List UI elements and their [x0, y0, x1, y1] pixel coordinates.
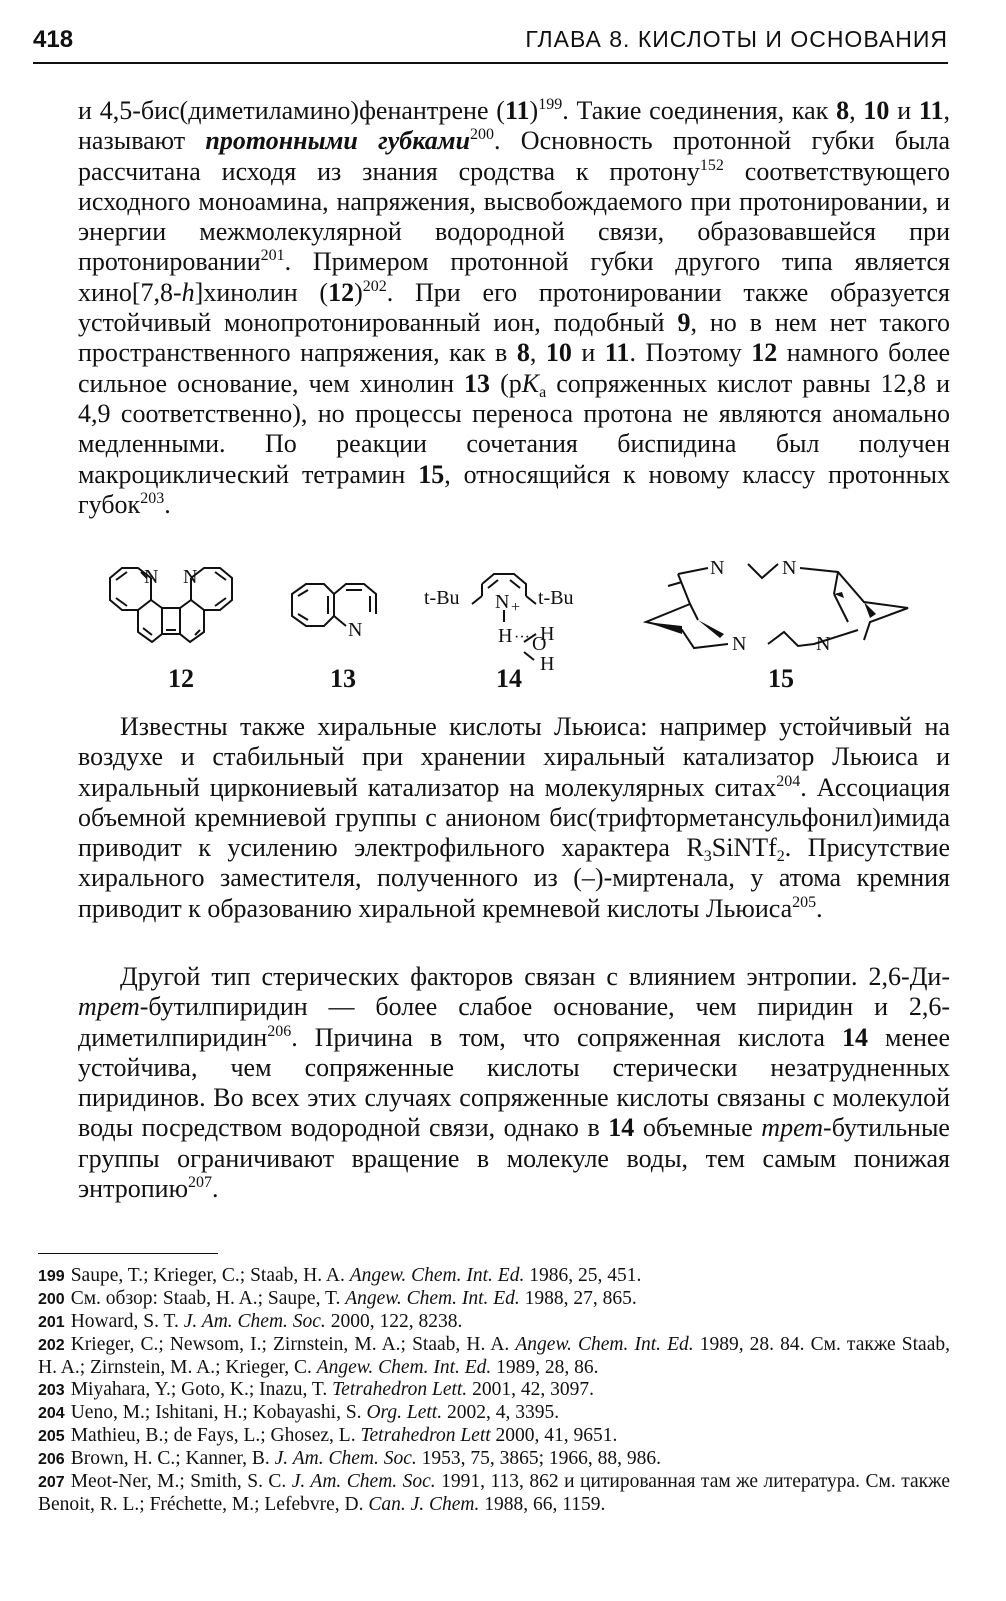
journal-name: Tetrahedron Lett	[360, 1425, 491, 1446]
nitrogen-label: N	[732, 633, 747, 655]
nitrogen-label: N	[144, 566, 159, 588]
tert-butyl-label: t-Bu	[538, 587, 574, 609]
hydrogen-label: H	[540, 623, 555, 645]
italic-term: трет	[78, 992, 140, 1022]
text-run: SiNTf	[711, 833, 777, 863]
text-run: .	[164, 489, 171, 519]
text-run: -бутилпиридин — более слабое основание, чем пиридин и 2,6-диметилпиридин	[78, 992, 950, 1052]
text-run: ,	[849, 96, 864, 125]
text-run: , относящийся к новому классу протонных губок	[78, 459, 950, 519]
footnote	[38, 1379, 950, 1402]
footnote-text: См. обзор: Staab, H. A.; Saupe, T.	[70, 1288, 346, 1309]
text-run: (p	[490, 368, 522, 398]
footnote-text: Brown, H. C.; Kanner, B.	[70, 1448, 275, 1469]
structure-12	[96, 556, 256, 666]
italic-letter: K	[521, 368, 540, 398]
text-run: ]хинолин (	[194, 277, 329, 307]
footnote-number: 200	[38, 1291, 65, 1308]
compound-ref: 14	[608, 1113, 635, 1143]
footnote-text: 1953, 75, 3865; 1966, 88, 986.	[416, 1448, 662, 1469]
charge-label: +	[511, 599, 521, 616]
footnote-text: Mathieu, B.; de Fays, L.; Ghosez, L.	[70, 1425, 361, 1446]
text-run: и	[571, 338, 605, 368]
journal-name: Can. J. Chem.	[368, 1494, 480, 1515]
structure-label-14: 14	[496, 664, 522, 693]
chapter-title: ГЛАВА 8. КИСЛОТЫ И ОСНОВАНИЯ	[525, 26, 948, 52]
citation-ref: 200	[470, 126, 495, 144]
text-run: . Основность протонной губки была рассчитана исходя из знания сродства к протону	[78, 126, 950, 186]
compound-ref: 12	[328, 277, 355, 307]
text-run: Известны также хиральные кислоты Льюиса: например устойчивый на воздухе и стабильный при хранении хиральный катализатор Льюиса и хиральный циркониевый катализатор на молекулярных ситах	[78, 712, 950, 802]
journal-name: J. Am. Chem. Soc.	[274, 1448, 417, 1469]
text-run: сопряженных кислот равны 12,8 и 4,9 соответственно), но процессы переноса протона не являются аномально медленными. По реакции сочетания биспидина был получен макроциклический тетрамин	[78, 368, 950, 489]
footnote	[38, 1471, 950, 1516]
paragraph-2	[78, 712, 950, 924]
journal-name: J. Am. Chem. Soc.	[291, 1471, 436, 1492]
text-run: и	[889, 96, 919, 125]
compound-ref: 11	[918, 96, 944, 125]
structure-15	[638, 552, 918, 662]
compound-ref: 10	[545, 338, 572, 368]
footnote-number: 207	[38, 1474, 65, 1491]
italic-letter: h	[181, 277, 195, 307]
citation-ref: 199	[538, 96, 563, 113]
journal-name: Angew. Chem. Int. Ed.	[345, 1288, 520, 1309]
footnote-text: 1988, 27, 865.	[519, 1288, 637, 1309]
compound-ref: 8	[516, 338, 530, 368]
oxygen-label: O	[532, 633, 547, 655]
citation-ref: 205	[792, 893, 817, 911]
footnote	[38, 1425, 950, 1448]
compound-ref: 14	[841, 1022, 868, 1052]
compound-ref: 13	[464, 368, 491, 398]
text-run: . Присутствие хирального заместителя, полученного из (–)-миртенала, у атома кремния приводит к образованию хиральной кремневой кислоты Льюиса	[78, 833, 951, 923]
structure-label-15: 15	[768, 664, 794, 693]
citation-ref: 204	[776, 772, 801, 790]
text-run: Другой тип стерических факторов связан с влиянием энтропии. 2,6-Ди-	[120, 962, 950, 991]
text-run: . При его протонировании также образуется устойчивый монопротонированный ион, подобный	[78, 277, 950, 338]
journal-name: J. Am. Chem. Soc.	[183, 1311, 326, 1332]
text-run: и 4,5-бис(диметиламино)фенантрене (	[78, 96, 505, 125]
footnote-number: 206	[38, 1451, 65, 1468]
footnote-text: 1989, 28. 84. См. также Staab, H. A.; Zirnstein, M. A.; Krieger, C.	[38, 1334, 950, 1378]
text-run: намного более сильное основание, чем хинолин	[78, 338, 951, 398]
footnote-text: Krieger, C.; Newsom, I.; Zirnstein, M. A.; Staab, H. A.	[70, 1334, 516, 1355]
footnote	[38, 1334, 950, 1379]
text-run: -бутильные группы ограничивают вращение в молекуле воды, тем самым понижая энтропию	[78, 1113, 950, 1204]
compound-ref: 11	[504, 96, 530, 125]
footnote-text: 2000, 41, 9651.	[490, 1425, 618, 1446]
journal-name: Tetrahedron Lett.	[332, 1379, 468, 1400]
structure-14	[418, 546, 608, 676]
nitrogen-label: N	[348, 619, 363, 641]
text-run: .	[816, 893, 823, 923]
text-run: ,	[529, 338, 546, 368]
compound-ref: 11	[604, 338, 630, 368]
footnote-number: 204	[38, 1405, 65, 1422]
footnote	[38, 1265, 950, 1288]
footnote-text: 1988, 66, 1159.	[479, 1494, 606, 1515]
footnote-rule	[38, 1253, 218, 1254]
compound-ref: 9	[677, 308, 691, 338]
subscript: 3	[703, 848, 712, 866]
footnote-number: 203	[38, 1382, 65, 1399]
hydrogen-label: H	[540, 653, 555, 675]
footnote	[38, 1448, 950, 1471]
citation-ref: 201	[260, 247, 285, 265]
header-rule	[33, 62, 948, 64]
footnotes	[38, 1265, 950, 1516]
hbond-dots: ···	[514, 629, 530, 646]
text-run: . Поэтому	[629, 338, 752, 368]
italic-term: трет	[761, 1113, 824, 1143]
footnote-text: Ueno, M.; Ishitani, H.; Kobayashi, S.	[70, 1402, 367, 1423]
subscript: a	[539, 383, 547, 401]
footnote	[38, 1288, 950, 1311]
journal-name: Angew. Chem. Int. Ed.	[349, 1265, 525, 1286]
nitrogen-label: N	[710, 557, 725, 579]
footnote-number: 202	[38, 1337, 65, 1354]
footnote-text: 2001, 42, 3097.	[467, 1379, 594, 1400]
footnote-text: Saupe, T.; Krieger, C.; Staab, H. A.	[70, 1265, 350, 1286]
text-run: , но в нем нет такого пространственного напряжения, как в	[78, 308, 950, 368]
compound-ref: 8	[836, 96, 850, 125]
text-run: соответствующего исходного моноамина, напряжения, высвобождаемого при протонировании, и энергии межмолекулярной водородной связи, образовавшейся при протонировании	[78, 156, 950, 277]
footnote-text: Miyahara, Y.; Goto, K.; Inazu, T.	[70, 1379, 333, 1400]
text-run: , называют	[78, 96, 950, 156]
footnote-text: 2000, 122, 8238.	[325, 1311, 463, 1332]
citation-ref: 202	[362, 277, 387, 295]
text-run: . Примером протонной губки другого типа является хино[7,8-	[78, 247, 950, 307]
journal-name: Angew. Chem. Int. Ed.	[515, 1334, 694, 1355]
compound-ref: 10	[863, 96, 890, 125]
journal-name: Org. Lett.	[366, 1402, 443, 1423]
nitrogen-label: N	[495, 591, 510, 613]
citation-ref: 203	[140, 489, 165, 507]
text-run: )	[354, 277, 363, 307]
citation-ref: 206	[267, 1022, 292, 1040]
text-run: . Причина в том, что сопряженная кислота	[291, 1022, 842, 1052]
nitrogen-label: N	[816, 633, 831, 655]
footnote-text: 1989, 28, 86.	[491, 1357, 599, 1378]
compound-ref: 15	[418, 459, 445, 489]
text-run: . Такие соединения, как	[562, 96, 837, 125]
footnote-text: 1986, 25, 451.	[524, 1265, 642, 1286]
text-run: .	[212, 1174, 219, 1204]
footnote-number: 199	[38, 1268, 65, 1285]
tert-butyl-label: t-Bu	[424, 587, 460, 609]
footnote-number: 201	[38, 1314, 65, 1331]
term-emphasis: протонными губками	[205, 126, 471, 156]
text-run: менее устойчива, чем сопряженные кислоты стерически незатрудненных пиридинов. Во всех этих случаях сопряженные кислоты связаны с молекулой воды посредством водородной связи, однако в	[78, 1022, 950, 1143]
footnote-text: Howard, S. T.	[70, 1311, 184, 1332]
text-run: . Ассоциация объемной кремниевой группы с анионом бис(трифторметансульфонил)имида приводит к усилению электрофильного характера R	[78, 772, 950, 863]
nitrogen-label: N	[782, 557, 797, 579]
journal-name: Angew. Chem. Int. Ed.	[316, 1357, 492, 1378]
footnote-number: 205	[38, 1428, 65, 1445]
compound-ref: 12	[751, 338, 778, 368]
footnote	[38, 1311, 950, 1334]
citation-ref: 207	[188, 1174, 213, 1192]
footnote-text: 1991, 113, 862 и цитированная там же литература. См. также Benoit, R. L.; Fréchette, M.; Lefebvre, D.	[38, 1471, 950, 1515]
subscript: 2	[776, 848, 785, 866]
structure-13	[286, 574, 386, 654]
hydrogen-label: H	[498, 625, 513, 647]
footnote	[38, 1402, 950, 1425]
footnote-text: 2002, 4, 3395.	[442, 1402, 560, 1423]
text-run: объемные	[634, 1113, 762, 1143]
citation-ref: 152	[699, 156, 724, 174]
paragraph-1: и 4,5-бис(диметиламино)фенантрене $(11)^{199}$. Такие соединения, как 8, 10 и 11, называют протонными губками$^{200}$. Основность протонной губки была рассчитана исходя из знания сродства к протону$^{152}$ соответствующего исходного моноамина, напряжения, высвобождаемого при протонировании, и энергии межмолекулярной водородной связи, образовавшейся при протонировании$^{201}$. Примером протонной губки другого типа является хино[7,8-h]хинолин $(12)^{202}$. При его протонировании также образуется устойчивый монопротонированный ион, подобный 9, но в нем нет такого пространственного напряжения, как в 8, 10 и 11. Поэтому 12 намного более сильное основание, чем хинолин 13 ($pK_a$ сопряженных кислот равны 12,8 и 4,9 соответственно), но процессы переноса протона не являются аномально медленными. По реакции сочетания биспидина был получен макроциклический тетрамин 15, относящийся к новому классу протонных губок$^{203}$.	[78, 96, 951, 519]
page-number: 418	[33, 26, 74, 53]
structure-label-13: 13	[330, 664, 356, 693]
paragraph-3	[78, 962, 950, 1204]
footnote-text: Meot-Ner, M.; Smith, S. C.	[70, 1471, 292, 1492]
structure-label-12: 12	[168, 664, 194, 693]
nitrogen-label: N	[183, 566, 198, 588]
